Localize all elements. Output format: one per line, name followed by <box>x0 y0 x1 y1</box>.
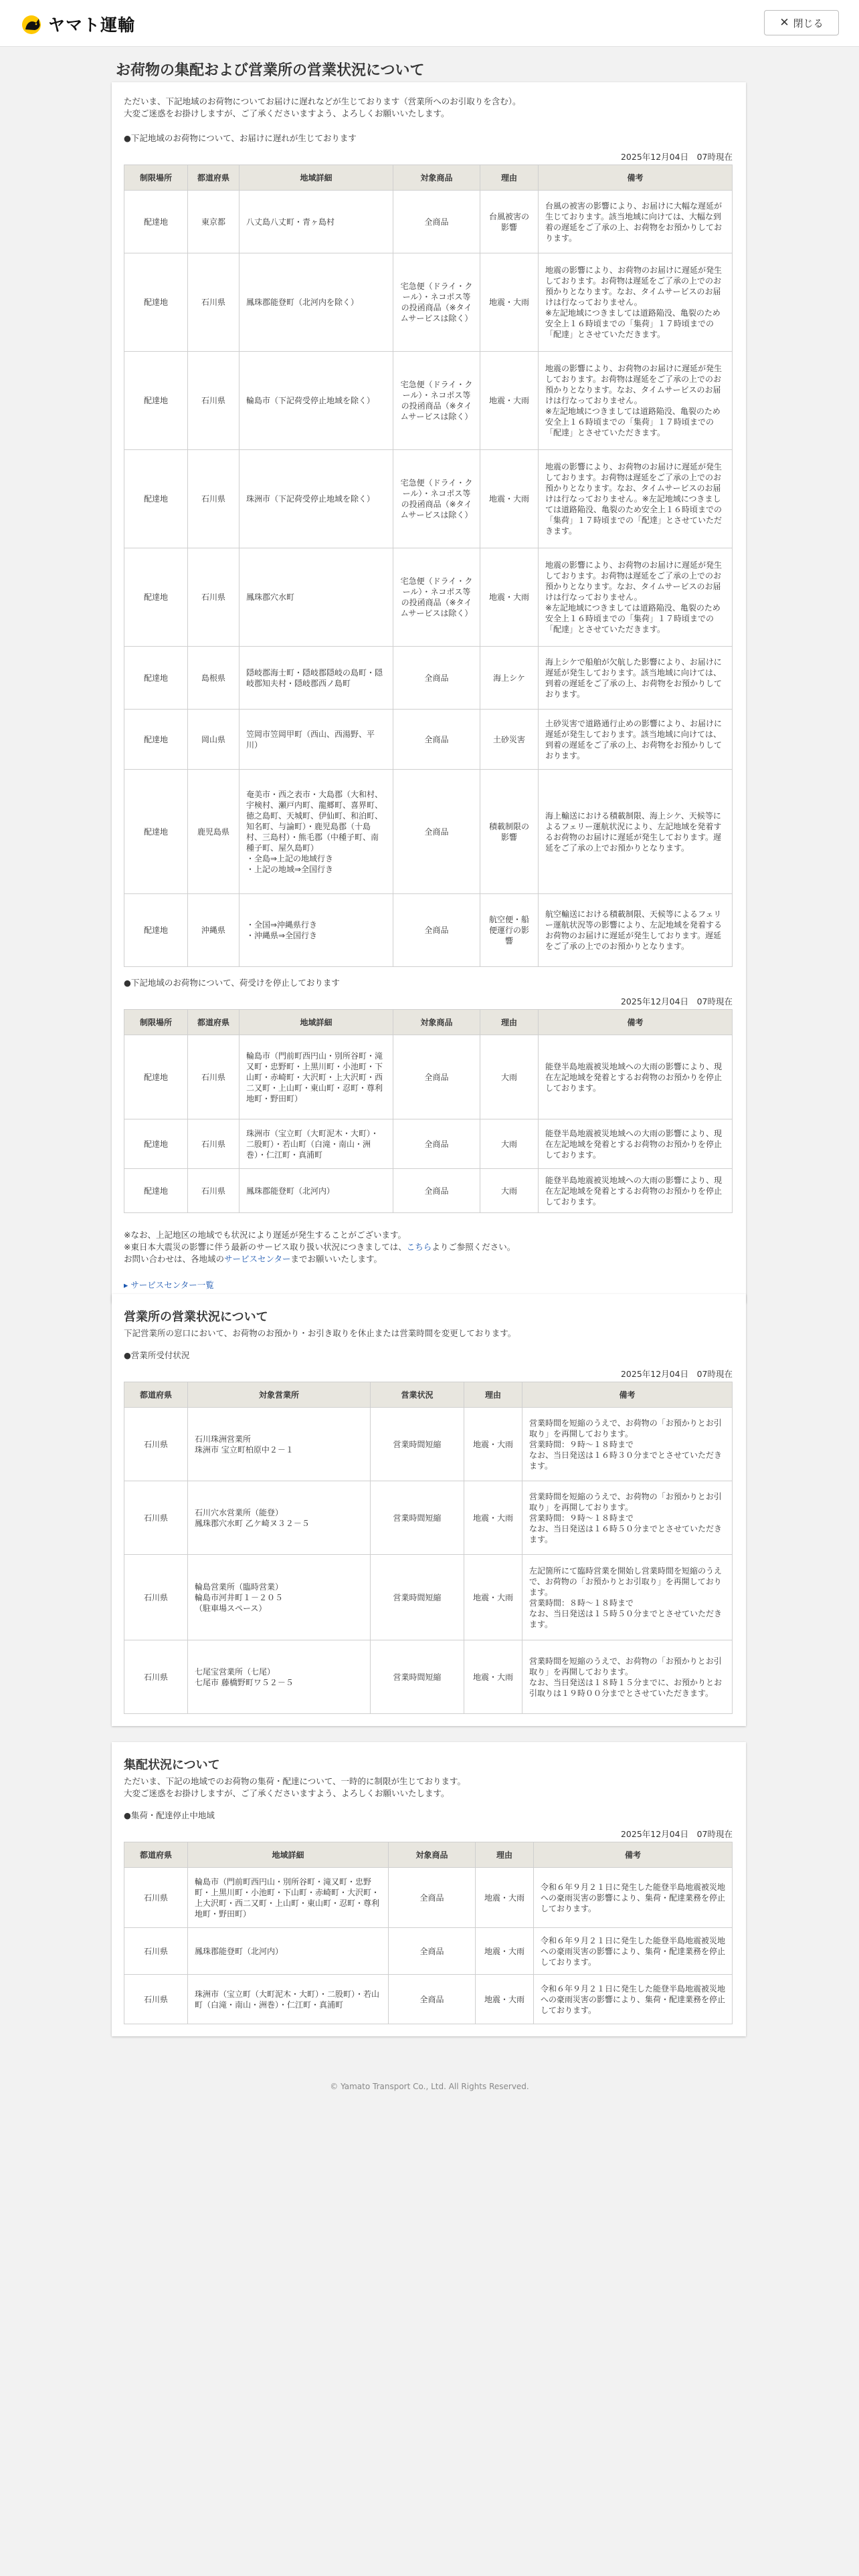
column-header: 対象商品 <box>389 1842 476 1868</box>
table-cell: 石川県 <box>188 548 240 647</box>
table-cell: 営業時間短縮 <box>371 1640 464 1714</box>
table-cell: 全商品 <box>389 1868 476 1928</box>
note-text: までお願いいたします。 <box>290 1254 383 1264</box>
table-cell: 石川県 <box>124 1975 188 2024</box>
close-button[interactable] <box>764 10 839 35</box>
table-cell: 営業時間短縮 <box>371 1555 464 1640</box>
table-cell: 大雨 <box>480 1119 539 1169</box>
table-row <box>124 1975 733 2024</box>
table-cell: 営業時間を短縮のうえで、お荷物の「お預かりとお引取り」を再開しております。 営業時間：９時～１８時まで なお、当日発送は１６時５０分までとさせていただきます。 <box>522 1481 733 1555</box>
table-cell: 鳳珠郡能登町（北河内を除く） <box>240 253 393 352</box>
table-cell: 八丈島八丈町・青ヶ島村 <box>240 191 393 253</box>
close-button-label: 閉じる <box>793 17 824 29</box>
table-cell: 奄美市・西之表市・大島郡（大和村、宇検村、瀬戸内町、龍郷町、喜界町、徳之島町、天城町、伊仙町、和泊町、知名町、与論町）・鹿児島郡（十島村、三島村）・熊毛郡（中種子町、南種子町、屋久島町） ・全島⇒上記の地域行き ・上記の地域⇒全国行き <box>240 770 393 894</box>
table-cell: 石川県 <box>188 1035 240 1119</box>
table-cell: 令和６年９月２１日に発生した能登半島地震被災地への豪雨災害の影響により、集荷・配達業務を停止しております。 <box>534 1928 733 1975</box>
table-cell: 能登半島地震被災地域への大雨の影響により、現在左記地域を発着とするお荷物のお預かりを停止しております。 <box>539 1169 733 1213</box>
table-cell: 珠洲市（宝立町（大町泥木・大町）・二股町）・若山町（白滝・南山・洲巻）・仁江町・真浦町 <box>188 1975 389 2024</box>
table-cell: 地震・大雨 <box>464 1640 522 1714</box>
table-cell: 隠岐郡海士町・隠岐郡隠岐の島町・隠岐郡知夫村・隠岐郡西ノ島町 <box>240 647 393 710</box>
stop-table <box>124 1009 733 1213</box>
table-cell: 地震・大雨 <box>476 1868 534 1928</box>
table-cell: 石川珠洲営業所 珠洲市 宝立町柏原中２－１ <box>188 1408 371 1481</box>
table-cell: 営業時間を短縮のうえで、お荷物の「お預かりとお引取り」を再開しております。 なお、当日発送は１８時１５分までに、お預かりとお引取りは１９時００分までとさせていただきます。 <box>522 1640 733 1714</box>
note-line <box>124 1241 733 1253</box>
office-date: 2025年12月04日 07時現在 <box>620 1369 733 1379</box>
table-row <box>124 1169 733 1213</box>
table-cell: 配達地 <box>124 710 188 770</box>
table-cell: 営業時間短縮 <box>371 1408 464 1481</box>
table-cell: 石川県 <box>188 450 240 548</box>
table-cell: 積載制限の影響 <box>480 770 539 894</box>
column-header: 都道府県 <box>188 1010 240 1035</box>
info-link[interactable]: こちら <box>406 1242 432 1252</box>
table-cell: 営業時間短縮 <box>371 1481 464 1555</box>
note-text: お問い合わせは、各地域の <box>124 1254 225 1264</box>
table-row <box>124 450 733 548</box>
service-center-list-link[interactable]: サービスセンター一覧 <box>130 1280 214 1290</box>
table-cell: 台風の被害の影響により、お届けに大幅な遅延が生じております。該当地域に向けては、大幅な到着の遅延をご了承の上、お荷物をお預かりしております。 <box>539 191 733 253</box>
table-row <box>124 253 733 352</box>
table-cell: 石川県 <box>188 1169 240 1213</box>
table-row <box>124 352 733 450</box>
stop-table-header <box>124 1010 733 1035</box>
table-cell: 沖縄県 <box>188 894 240 967</box>
table-cell: 配達地 <box>124 1169 188 1213</box>
column-header: 地域詳細 <box>240 165 393 191</box>
table-cell: 能登半島地震被災地域への大雨の影響により、現在左記地域を発着とするお荷物のお預かりを停止しております。 <box>539 1035 733 1119</box>
table-row <box>124 1928 733 1975</box>
table-row <box>124 1555 733 1640</box>
service-center-link[interactable]: サービスセンター <box>224 1254 291 1264</box>
table-row <box>124 1868 733 1928</box>
table-row <box>124 548 733 647</box>
table-cell: 宅急便（ドライ・クール）・ネコポス等の投函商品（※タイムサービスは除く） <box>393 450 480 548</box>
table-cell: 地震・大雨 <box>464 1555 522 1640</box>
table-cell: 石川県 <box>188 253 240 352</box>
table-cell: 輪島市（門前町西円山・別所谷町・滝又町・忠野町・上黒川町・小池町・下山町・赤崎町・大沢町・上大沢町・西二又町・上山町・東山町・忍町・尊利地町・野田町） <box>188 1868 389 1928</box>
column-header: 都道府県 <box>124 1842 188 1868</box>
table-cell: 宅急便（ドライ・クール）・ネコポス等の投函商品（※タイムサービスは除く） <box>393 352 480 450</box>
column-header: 営業状況 <box>371 1382 464 1408</box>
delivery-intro: ただいま、下記地域のお荷物についてお届けに遅れなどが生じております（営業所へのお引取りを含む）。 大変ご迷惑をお掛けしますが、ご了承くださいますよう、よろしくお願いいたします。 <box>124 96 521 118</box>
column-header: 対象営業所 <box>188 1382 371 1408</box>
column-header: 備考 <box>534 1842 733 1868</box>
table-cell: 配達地 <box>124 450 188 548</box>
table-cell: 大雨 <box>480 1035 539 1119</box>
pickup-intro: ただいま、下記の地域でのお荷物の集荷・配達について、一時的に制限が生じております。 大変ご迷惑をお掛けしますが、ご了承くださいますよう、よろしくお願いいたします。 <box>124 1776 466 1798</box>
column-header: 地域詳細 <box>188 1842 389 1868</box>
column-header: 制限場所 <box>124 165 188 191</box>
column-header: 理由 <box>464 1382 522 1408</box>
table-cell: 宅急便（ドライ・クール）・ネコポス等の投函商品（※タイムサービスは除く） <box>393 253 480 352</box>
footer-copyright: © Yamato Transport Co., Ltd. All Rights Reserved. <box>330 2082 529 2091</box>
table-cell: 全商品 <box>389 1975 476 2024</box>
table-cell: 地震の影響により、お荷物のお届けに遅延が発生しております。お荷物は遅延をご了承の上でのお預かりとなります。なお、タイムサービスのお届けは行なっておりません。 ※左記地域につきましては道路陥没、亀裂のため安全上１６時頃までの「集荷」１７時頃までの「配達」とさせていただきます。 <box>539 352 733 450</box>
table-cell: 島根県 <box>188 647 240 710</box>
column-header: 対象商品 <box>393 165 480 191</box>
column-header: 都道府県 <box>124 1382 188 1408</box>
table-cell: 笠岡市笠岡甲町（西山、西湯野、平川） <box>240 710 393 770</box>
column-header: 地域詳細 <box>240 1010 393 1035</box>
table-row <box>124 770 733 894</box>
table-cell: 航空便・船便運行の影響 <box>480 894 539 967</box>
table-cell: 石川県 <box>124 1868 188 1928</box>
table-cell: 岡山県 <box>188 710 240 770</box>
note-line: ※なお、上記地区の地域でも状況により遅延が発生することがございます。 <box>124 1230 406 1240</box>
table-cell: 石川県 <box>124 1928 188 1975</box>
table-cell: 配達地 <box>124 1035 188 1119</box>
office-table <box>124 1382 733 1714</box>
table-cell: 土砂災害 <box>480 710 539 770</box>
note-text: ※東日本大震災の影響に伴う最新のサービス取り扱い状況につきましては、 <box>124 1242 407 1252</box>
table-row <box>124 1408 733 1481</box>
office-section-title: 営業所の営業状況について <box>124 1310 268 1324</box>
table-row <box>124 710 733 770</box>
table-cell: 地震・大雨 <box>480 352 539 450</box>
table-cell: 輪島市（下記荷受停止地域を除く） <box>240 352 393 450</box>
table-cell: 鳳珠郡能登町（北河内） <box>240 1169 393 1213</box>
table-cell: 地震の影響により、お荷物のお届けに遅延が発生しております。お荷物は遅延をご了承の上でのお預かりとなります。なお、タイムサービスのお届けは行なっておりません。※左記地域につきましては道路陥没、亀裂のため安全上１６時頃までの「集荷」１７時頃までの「配達」とさせていただきます。 <box>539 450 733 548</box>
table-cell: 配達地 <box>124 352 188 450</box>
stop-heading: ●下記地域のお荷物について、荷受けを停止しております <box>124 978 340 988</box>
table-cell: 石川県 <box>124 1408 188 1481</box>
table-cell: 全商品 <box>393 1169 480 1213</box>
table-cell: 台風被害の影響 <box>480 191 539 253</box>
table-cell: 配達地 <box>124 894 188 967</box>
note-line <box>124 1253 733 1265</box>
office-heading: ●営業所受付状況 <box>124 1350 190 1360</box>
column-header: 備考 <box>522 1382 733 1408</box>
column-header: 理由 <box>480 165 539 191</box>
delay-heading: ●下記地域のお荷物について、お届けに遅れが生じております <box>124 133 357 143</box>
table-cell: 地震・大雨 <box>464 1481 522 1555</box>
table-row <box>124 191 733 253</box>
column-header: 制限場所 <box>124 1010 188 1035</box>
table-cell: 全商品 <box>393 710 480 770</box>
table-cell: 石川県 <box>124 1555 188 1640</box>
column-header: 都道府県 <box>188 165 240 191</box>
table-row <box>124 647 733 710</box>
table-cell: 珠洲市（宝立町（大町泥木・大町）・二股町）・若山町（白滝・南山・洲巻）・仁江町・真浦町 <box>240 1119 393 1169</box>
delay-table <box>124 165 733 967</box>
table-cell: 航空輸送における積載制限、天候等によるフェリー運航状況等の影響により、左記地域を発着するお荷物のお届けに遅延が発生しております。遅延をご了承の上でのお預かりとなります。 <box>539 894 733 967</box>
delivery-status-card <box>112 82 746 1303</box>
table-cell: 石川県 <box>124 1640 188 1714</box>
table-cell: 全商品 <box>389 1928 476 1975</box>
table-cell: 令和６年９月２１日に発生した能登半島地震被災地への豪雨災害の影響により、集荷・配達業務を停止しております。 <box>534 1975 733 2024</box>
table-cell: 地震の影響により、お荷物のお届けに遅延が発生しております。お荷物は遅延をご了承の上でのお預かりとなります。なお、タイムサービスのお届けは行なっておりません。 ※左記地域につきましては道路陥没、亀裂のため安全上１６時頃までの「集荷」１７時頃までの「配達」とさせていただきます。 <box>539 548 733 647</box>
table-cell: 輪島市（門前町西円山・別所谷町・滝又町・忠野町・上黒川町・小池町・下山町・赤崎町・大沢町・上大沢町・西二又町・上山町・東山町・忍町・尊利地町・野田町） <box>240 1035 393 1119</box>
table-cell: 七尾宝営業所（七尾） 七尾市 藤橋野町ワ５２－５ <box>188 1640 371 1714</box>
table-cell: 海上輸送における積載制限、海上シケ、天候等によるフェリー運航状況により、左記地域を発着するお荷物のお届けに遅延が発生しております。遅延をご了承の上でお預かりとなります。 <box>539 770 733 894</box>
column-header: 備考 <box>539 1010 733 1035</box>
table-cell: 令和６年９月２１日に発生した能登半島地震被災地への豪雨災害の影響により、集荷・配達業務を停止しております。 <box>534 1868 733 1928</box>
column-header: 理由 <box>480 1010 539 1035</box>
column-header: 対象商品 <box>393 1010 480 1035</box>
chevron-right-icon: ▸ <box>124 1280 131 1290</box>
pickup-table-header <box>124 1842 733 1868</box>
site-header <box>0 0 859 47</box>
table-cell: 営業時間を短縮のうえで、お荷物の「お預かりとお引取り」を再開しております。 営業時間：９時～１８時まで なお、当日発送は１６時３０分までとさせていただきます。 <box>522 1408 733 1481</box>
note-text: よりご参照ください。 <box>432 1242 516 1252</box>
table-cell: 左記箇所にて臨時営業を開始し営業時間を短縮のうえで、お荷物の「お預かりとお引取り」を再開しております。 営業時間：８時～１８時まで なお、当日発送は１５時５０分までとさせていただきます。 <box>522 1555 733 1640</box>
table-cell: 地震・大雨 <box>464 1408 522 1481</box>
table-cell: 全商品 <box>393 191 480 253</box>
table-cell: 鹿児島県 <box>188 770 240 894</box>
table-cell: 輪島営業所（臨時営業） 輪島市河井町１－２０５ （駐車場スペース） <box>188 1555 371 1640</box>
service-center-list-row <box>124 1279 733 1291</box>
close-icon: ✕ <box>779 15 789 29</box>
pickup-heading: ●集荷・配達停止中地域 <box>124 1810 215 1820</box>
logo[interactable] <box>20 13 135 35</box>
table-cell: 海上シケ <box>480 647 539 710</box>
table-cell: 能登半島地震被災地域への大雨の影響により、現在左記地域を発着とするお荷物のお預かりを停止しております。 <box>539 1119 733 1169</box>
table-cell: 地震・大雨 <box>476 1975 534 2024</box>
table-row <box>124 1481 733 1555</box>
table-cell: 配達地 <box>124 548 188 647</box>
table-cell: 鳳珠郡能登町（北河内） <box>188 1928 389 1975</box>
table-cell: 地震・大雨 <box>480 450 539 548</box>
table-cell: 配達地 <box>124 253 188 352</box>
table-cell: 配達地 <box>124 1119 188 1169</box>
table-cell: 石川県 <box>124 1481 188 1555</box>
table-cell: 全商品 <box>393 770 480 894</box>
table-cell: ・全国⇒沖縄県行き ・沖縄県⇒全国行き <box>240 894 393 967</box>
table-cell: 地震・大雨 <box>480 253 539 352</box>
pickup-table <box>124 1842 733 2024</box>
table-cell: 配達地 <box>124 191 188 253</box>
column-header: 備考 <box>539 165 733 191</box>
office-intro: 下記営業所の窓口において、お荷物のお預かり・お引き取りを休止または営業時間を変更しております。 <box>124 1328 516 1338</box>
table-cell: 海上シケで船舶が欠航した影響により、お届けに遅延が発生しております。該当地域に向けては、到着の遅延をご了承の上、お荷物をお預かりしております。 <box>539 647 733 710</box>
table-cell: 珠洲市（下記荷受停止地域を除く） <box>240 450 393 548</box>
table-cell: 石川県 <box>188 352 240 450</box>
stop-date: 2025年12月04日 07時現在 <box>620 996 733 1006</box>
notes <box>124 1229 733 1265</box>
table-cell: 全商品 <box>393 1035 480 1119</box>
table-cell: 地震・大雨 <box>480 548 539 647</box>
table-row <box>124 1119 733 1169</box>
table-cell: 大雨 <box>480 1169 539 1213</box>
office-status-card <box>112 1294 746 1726</box>
table-cell: 鳳珠郡穴水町 <box>240 548 393 647</box>
table-cell: 配達地 <box>124 770 188 894</box>
table-row <box>124 894 733 967</box>
office-table-header <box>124 1382 733 1408</box>
table-cell: 東京都 <box>188 191 240 253</box>
page-title: お荷物の集配および営業所の営業状況について <box>116 62 425 79</box>
delay-date: 2025年12月04日 07時現在 <box>620 152 733 162</box>
black-cat-logo-icon <box>20 13 44 35</box>
logo-text: ヤマト運輸 <box>48 15 136 35</box>
pickup-status-card <box>112 1742 746 2036</box>
table-cell: 石川県 <box>188 1119 240 1169</box>
table-cell: 全商品 <box>393 1119 480 1169</box>
table-cell: 石川穴水営業所（能登） 鳳珠郡穴水町 乙ケ崎ヌ３２－５ <box>188 1481 371 1555</box>
table-cell: 全商品 <box>393 894 480 967</box>
table-cell: 地震・大雨 <box>476 1928 534 1975</box>
table-cell: 地震の影響により、お荷物のお届けに遅延が発生しております。お荷物は遅延をご了承の上でのお預かりとなります。なお、タイムサービスのお届けは行なっておりません。 ※左記地域につきましては道路陥没、亀裂のため安全上１６時頃までの「集荷」１７時頃までの「配達」とさせていただきます。 <box>539 253 733 352</box>
table-row <box>124 1035 733 1119</box>
table-cell: 全商品 <box>393 647 480 710</box>
table-row <box>124 1640 733 1714</box>
delay-table-header <box>124 165 733 191</box>
table-cell: 配達地 <box>124 647 188 710</box>
pickup-section-title: 集配状況について <box>124 1758 220 1772</box>
column-header: 理由 <box>476 1842 534 1868</box>
table-cell: 宅急便（ドライ・クール）・ネコポス等の投函商品（※タイムサービスは除く） <box>393 548 480 647</box>
pickup-date: 2025年12月04日 07時現在 <box>620 1829 733 1839</box>
table-cell: 土砂災害で道路通行止めの影響により、お届けに遅延が発生しております。該当地域に向けては、到着の遅延をご了承の上、お荷物をお預かりしております。 <box>539 710 733 770</box>
